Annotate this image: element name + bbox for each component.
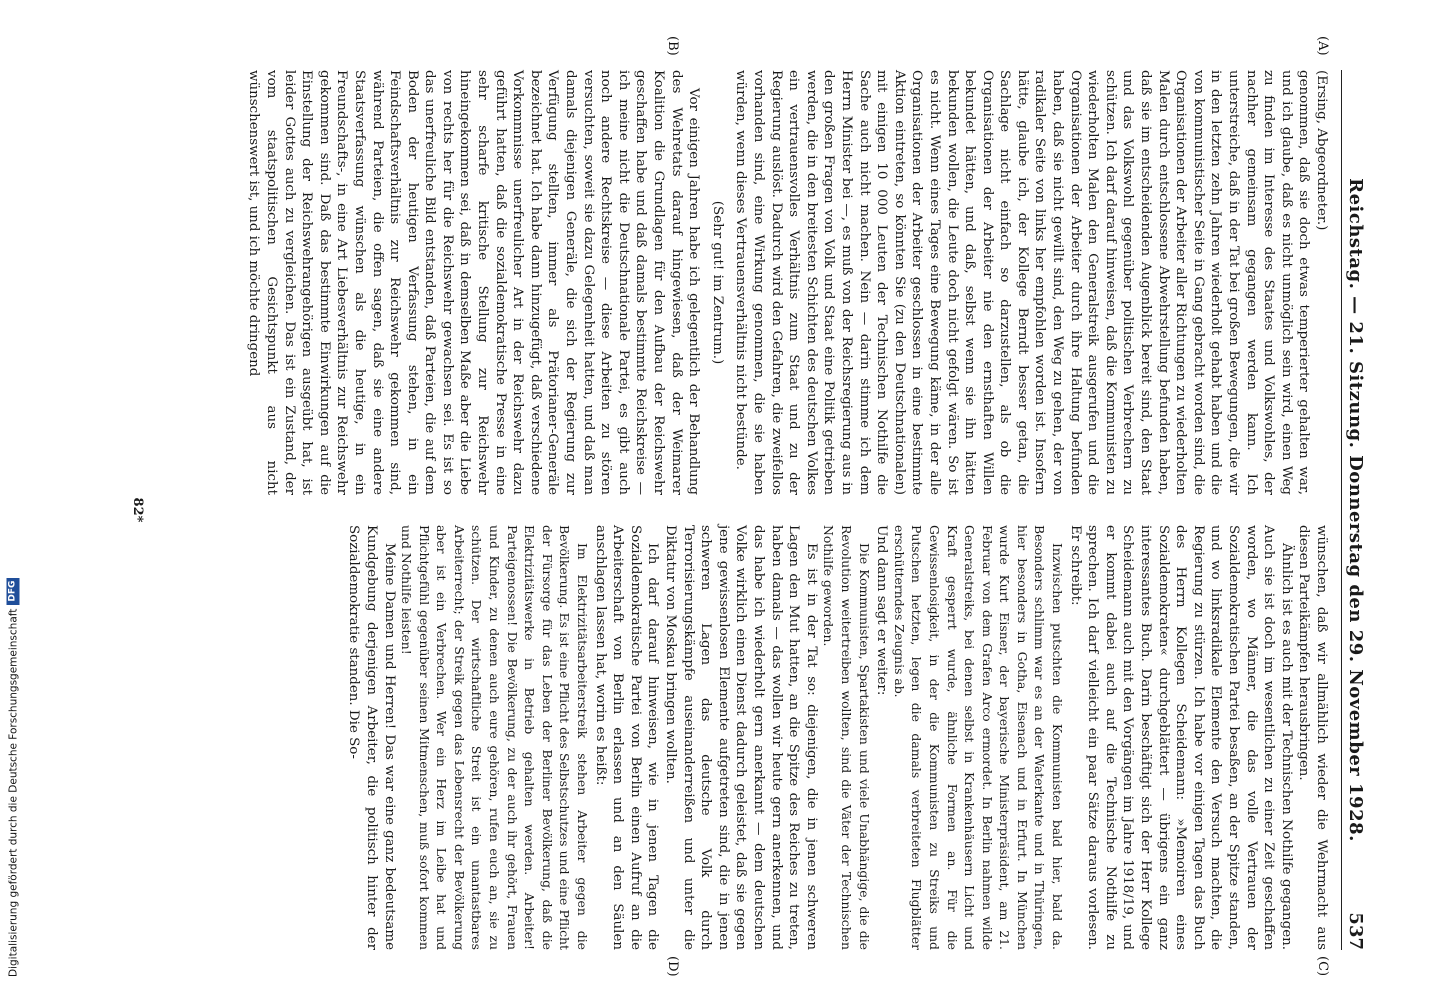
right-paragraph-4: Es ist in der Tat so: diejenigen, die in jenen schweren Lagen den Mut hatten, an die Spitze des Reiches zu treten, haben damals — das wollen wir heute gern anerkennen, und das habe ich wiederholt gern anerkannt — dem deutschen Volke wirklich einen Dienst dadurch geleistet, daß sie gegen jene gewissenlosen Elemente aufgetreten sind, die in jenen schweren Lagen das deutsche Volk durch Terrorisierungskämpfe auseinanderreißen und unter die Diktatur von Moskau bringen wollten.: [663, 525, 819, 950]
page-footer-signature: 82*: [130, 497, 145, 523]
digitization-credit-text: Digitalisierung gefördert durch die Deutsche Forschungsgemeinschaft: [7, 608, 19, 977]
page-number: 537: [1345, 912, 1367, 950]
page-header: [1341, 70, 1370, 950]
margin-mark-d: (D): [665, 956, 680, 977]
right-paragraph-5: Ich darf darauf hinweisen, wie in jenen Tagen die Sozialdemokratische Partei von Berlin einen Aufruf an die Arbeiterschaft von Berlin erlassen und an den Säulen anschlagen lassen hat, worin es heißt:: [592, 525, 661, 950]
margin-mark-b: (B): [665, 36, 680, 56]
right-paragraph-3: Und dann sagt er weiter:: [874, 525, 890, 696]
left-column: [245, 70, 1330, 495]
rotated-page: [120, 36, 1370, 977]
left-paragraph-2: Vor einigen Jahren habe ich gelegentlich der Behandlung des Wehretats darauf hingewiesen, daß der Weimarer Koalition die Grundlagen für den Aufbau der Reichswehr geschaffen habe und daß damals bestimmte Reichskreise — ich meine nicht die Deutschnationale Partei, es gibt auch noch andere Rechtskreise — diese Arbeiten zu stören versuchten, soweit sie dazu Gelegenheit hatten, und daß man damals diejenigen Generäle, die sich der Regierung zur Verfügung stellten, immer als Prätorianer-Generäle bezeichnet hat. Ich habe dann hinzugefügt, daß verschiedene Vorkommnisse unerfreulicher Art in der Reichswehr dazu geführt hatten, daß die sozialdemokratische Presse in eine sehr scharfe kritische Stellung zur Reichswehr hineingekommen sei, daß in demselben Maße aber die Liebe von rechts her für die Reichswehr gewachsen sei. Es ist so das unerfreuliche Bild entstanden, daß Parteien, die auf dem Boden der heutigen Verfassung stehen, in ein Feindschaftsverhältnis zur Reichswehr gekommen sind, während Parteien, die offen sagen, daß sie eine andere Staatsverfassung wünschen als die heutige, in ein Freundschafts-, in eine Art Liebesverhältnis zur Reichswehr gekommen sind. Daß das bestimmte Einwirkungen auf die Einstellung der Reichswehrangehörigen ausgeübt hat, ist leider Gottes auch zu vergleichen. Das ist ein Zustand, der vom staatspolitischen Gesichtspunkt aus nicht wünschenswert ist, und ich möchte dringend: [246, 70, 702, 495]
right-paragraph-2: Ähnlich ist es auch mit der Technischen Nothilfe gegangen. Auch sie ist doch im wesentlichen zu einer Zeit geschaffen worden, wo Männer, die das volle Vertrauen der Sozialdemokratischen Partei besaßen, an der Spitze standen, und wo linksradikale Elemente den Versuch machten, die Regierung zu stürzen. Ich habe vor einigen Tagen das Buch des Herrn Kollegen Scheidemann: »Memoiren eines Sozialdemokraten« durchgeblättert — übrigens ein ganz interessantes Buch. Darin beschäftigt sich der Herr Kollege Scheidemann auch mit den Vorgängen im Jahre 1918/19, und er kommt dabei auch auf die Technische Nothilfe zu sprechen. Ich darf vielleicht ein paar Sätze daraus vorlesen. Er schreibt:: [1067, 525, 1294, 950]
dfg-logo: DFG: [7, 578, 20, 605]
quote-3: Im Elektrizitätsarbeiterstreik stehen Arbeiter gegen die Bevölkerung. Es ist eine Pflicht des Selbstschutzes und eine Pflicht der Fürsorge für das Leben der Berliner Bevölkerung, daß die Elektrizitätswerke in Betrieb gehalten werden. Arbeiter! Parteigenossen! Die Bevölkerung, zu der auch ihr gehört, Frauen und Kinder, zu denen auch eure gehören, rufen euch an, sie zu schützen. Der wirtschaftliche Streit ist ein unantastbares Arbeiterrecht; der Streik gegen das Lebensrecht der Bevölkerung aber ist ein Verbrechen. Wer ein Herz im Leibe hat und Pflichtgefühl gegenüber seinen Mitmenschen, muß sofort kommen und Nothilfe leisten!: [399, 525, 591, 950]
quote-1: Inzwischen putschten die Kommunisten bald hier, bald da. Besonders schlimm war es an der Waterkante und in Thüringen, hier besonders in Gotha, Eisenach und in Erfurt. In München wurde Kurt Eisner, der bayerische Ministerpräsident, am 21. Februar von dem Grafen Arco ermordet. In Berlin nahmen wilde Generalstreiks, bei denen selbst in Krankenhäusern Licht und Kraft gesperrt wurde, ähnliche Formen an. Für die Gewissenlosigkeit, in der die Kommunisten zu Streiks und Putschen hetzten, legen die damals verbreiteten Flugblätter erschütterndes Zeugnis ab.: [891, 525, 1066, 950]
left-paragraph-1: genommen, daß sie doch etwas temperierter gehalten war, und ich glaube, daß es nicht unmöglich sein wird, einen Weg zu finden im Interesse des Staates und Volkswohles, der nachher gemeinsam gegangen werden kann. Ich unterstreiche, daß in der Tat bei großen Bewegungen, die wir in den letzten zehn Jahren wiederholt gehabt haben und die von kommunistischer Seite in Gang gebracht worden sind, die Organisationen der Arbeiter aller Richtungen zu wiederholten Malen durch entschlossene Abwehrstellung befunden haben, daß sie im entscheidenden Augenblick bereit sind, den Staat und das Volkswohl gegenüber politischen Verbrechern zu schützen. Ich darf darauf hinweisen, daß die Kommunisten zu wiederholten Malen den Generalstreik ausgerufen und die Organisationen der Arbeiter durch ihre Haltung befunden haben, daß sie nicht gewillt sind, den Weg zu gehen, der von radikaler Seite von links her empfohlen worden ist. Insofern hätte, glaube ich, der Kollege Berndt besser getan, die Sachlage nicht einfach so darzustellen, als ob die Organisationen der Arbeiter nie den ernsthaften Willen bekundet hätten, und daß, selbst wenn sie ihn hätten bekunden wollen, die Leute doch nicht gefolgt wären. So ist es nicht. Wenn eines Tages eine Bewegung käme, in der alle Organisationen der Arbeiter geschlossen in eine bestimmte Aktion eintreten, so könnten Sie (zu den Deutschnationalen) mit einigen 10 000 Leuten der Technischen Nothilfe die Sache auch nicht machen. Nein — darin stimme ich dem Herrn Minister bei —, es muß von der Reichsregierung aus in den großen Fragen von Volk und Staat eine Politik getrieben werden, die in den breitesten Schichten des deutschen Volkes ein vertrauensvolles Verhältnis zum Staat und zu der Regierung auslöst. Dadurch wird den Gefahren, die zweifellos vorhanden sind, eine Wirkung genommen, die sie haben würden, wenn dieses Vertrauensverhältnis nicht bestünde.: [733, 70, 1312, 495]
right-column: [345, 525, 1330, 950]
page-header-title: Reichstag. — 21. Sitzung. Donnerstag den 29. November 1928.: [1345, 178, 1367, 842]
scanned-page: [120, 36, 1370, 977]
margin-mark-a: (A): [1315, 36, 1330, 56]
right-paragraph-1: wünschen, daß wir allmählich wieder die Wehrmacht aus diesen Parteikämpfen herausbringen.: [1296, 525, 1329, 950]
right-paragraph-6: Meine Damen und Herren! Das war eine ganz bedeutsame Kundgebung derjenigen Arbeiter, die politisch hinter der Sozialdemokratie standen. Die So-: [346, 525, 397, 950]
margin-mark-c: (C): [1315, 956, 1330, 977]
interjection: (Sehr gut! im Zentrum.): [709, 200, 725, 365]
quote-2: Die Kommunisten, Spartakisten und viele Unabhängige, die die Revolution weitertreiben wollten, sind die Väter der Technischen Nothilfe geworden.: [821, 525, 872, 950]
digitization-credit: [7, 578, 20, 977]
side-note: [0, 0, 26, 1000]
speaker-line: (Ersing, Abgeordneter.): [1314, 70, 1329, 231]
